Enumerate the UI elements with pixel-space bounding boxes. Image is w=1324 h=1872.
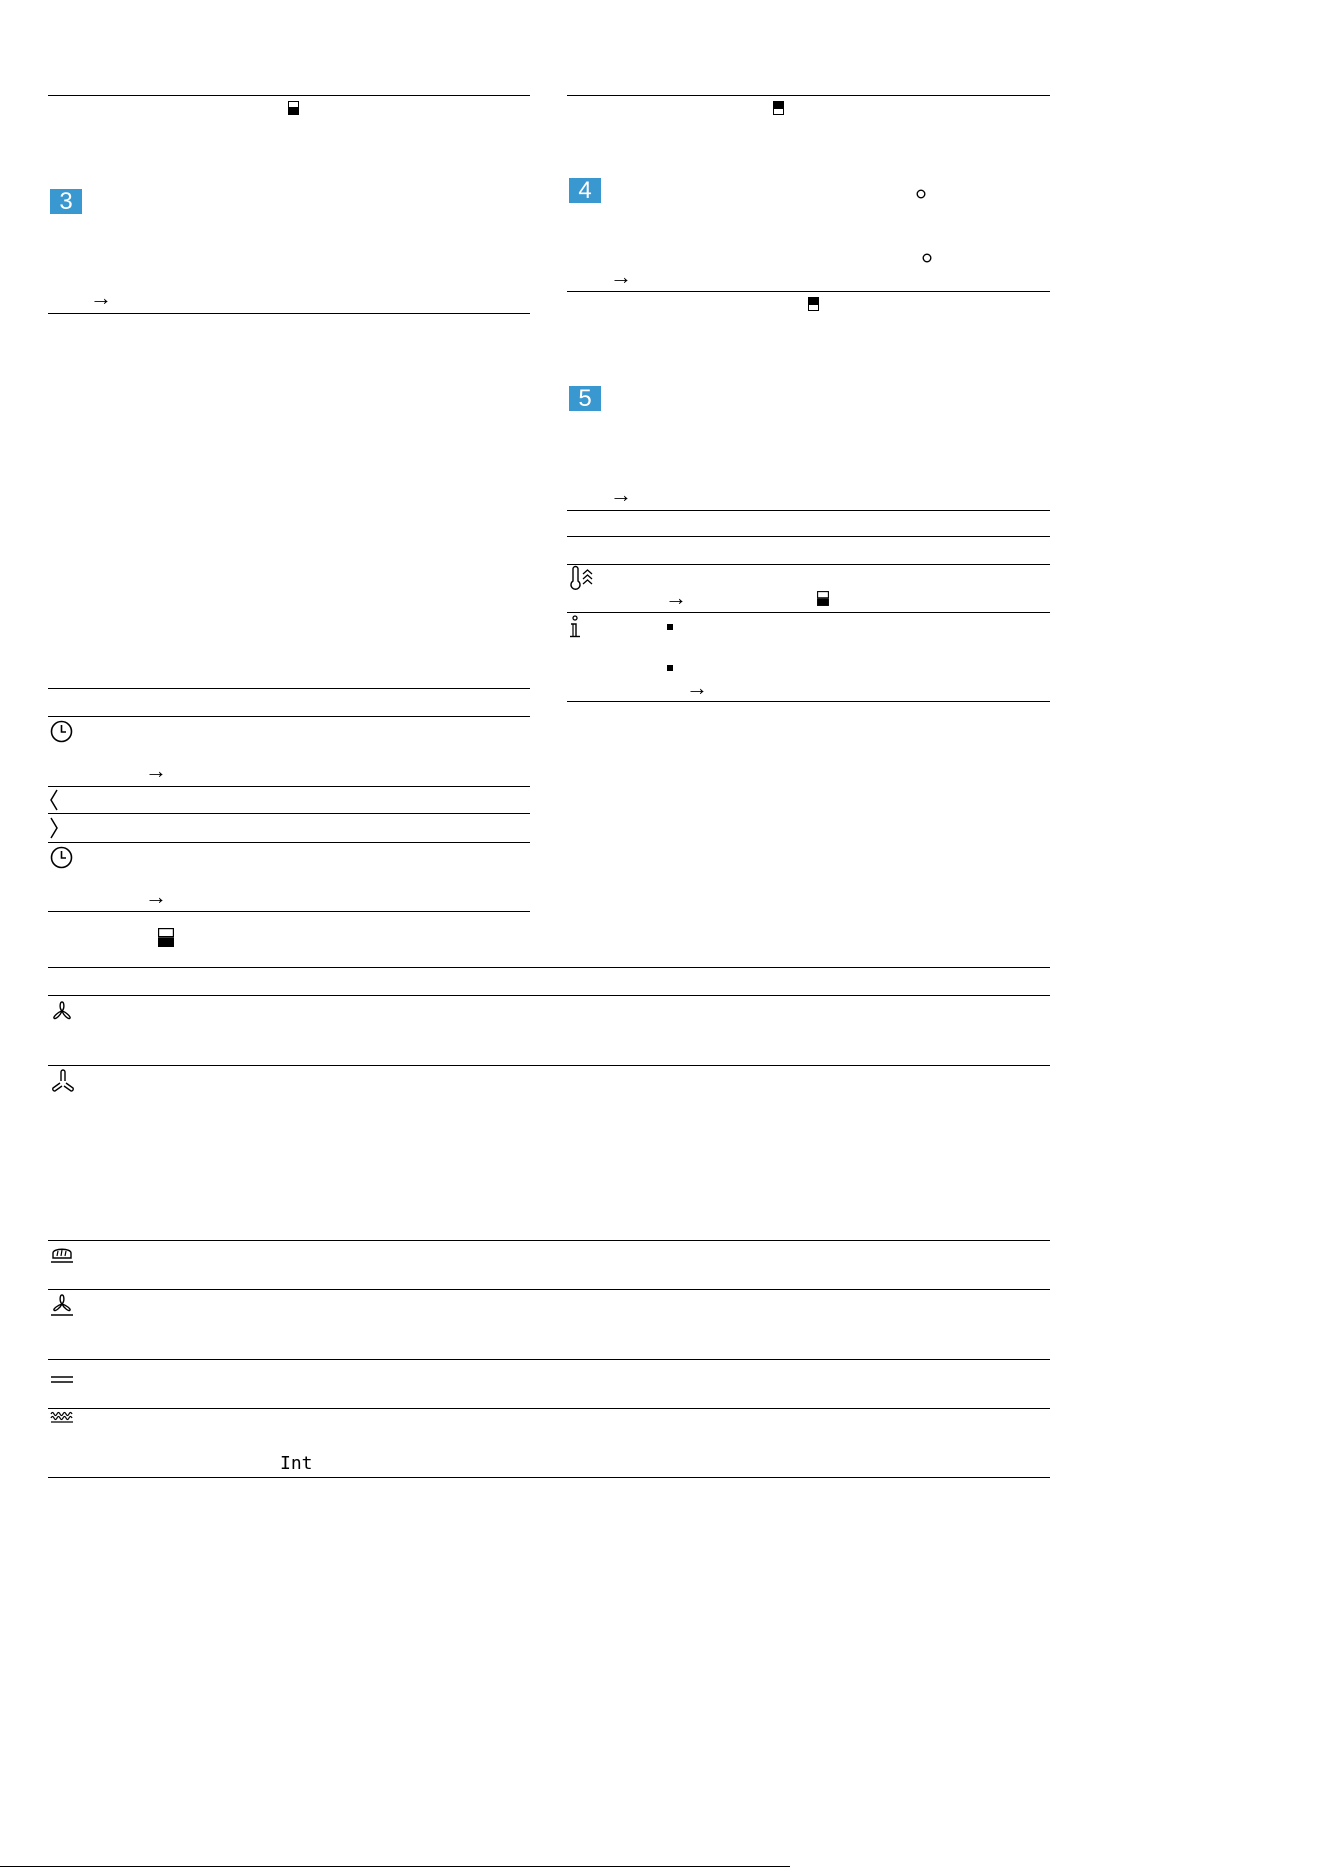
top-bottom-heating-icon [50,1375,74,1385]
divider [567,95,1050,96]
divider [567,536,1050,537]
divider [48,1240,1050,1241]
step-badge-4: 4 [569,178,601,203]
divider [48,1477,1050,1478]
chevron-left-icon [49,789,59,811]
bread-baking-icon [50,1246,74,1264]
circulated-air-grilling-icon [50,1294,74,1316]
oven-lower-heating-icon [817,591,829,606]
divider [48,716,530,717]
bullet [667,624,673,630]
divider [567,564,1050,565]
oven-upper-heating-icon [808,297,819,311]
int-display: Int [280,1453,313,1474]
arrow: → [145,758,167,783]
step-badge-5: 5 [569,386,601,411]
arrow: → [665,585,687,610]
divider [48,967,1050,968]
divider [48,1289,1050,1290]
arrow: → [610,482,632,507]
divider [48,813,530,814]
clock-icon [50,720,73,743]
hot-air-gentle-icon [50,1069,76,1093]
bullet [667,665,673,671]
divider [48,1065,1050,1066]
divider [567,701,1050,702]
rapid-heating-icon [569,567,595,591]
divider [48,1359,1050,1360]
divider [48,995,1050,996]
arrow: → [145,884,167,909]
temperature-circle-icon [916,189,926,199]
divider [48,688,530,689]
chevron-right-icon [49,817,59,839]
3d-hot-air-icon [50,1000,74,1022]
arrow: → [90,285,112,310]
oven-lower-heating-icon [288,101,299,115]
divider [48,1408,1050,1409]
divider [567,612,1050,613]
step-badge-3: 3 [50,189,82,214]
divider [567,510,1050,511]
oven-upper-heating-icon [773,101,784,115]
divider [48,911,530,912]
bottom-heating-icon [50,1411,74,1423]
arrow: → [610,264,632,289]
divider [48,95,530,96]
divider [48,786,530,787]
clock-icon [50,846,73,869]
arrow: → [686,675,708,700]
divider [48,842,530,843]
temperature-circle-icon [922,253,932,263]
divider [48,313,530,314]
info-icon [569,615,581,639]
divider [567,291,1050,292]
oven-lower-heating-icon [158,928,174,947]
footer-divider [0,1866,790,1867]
